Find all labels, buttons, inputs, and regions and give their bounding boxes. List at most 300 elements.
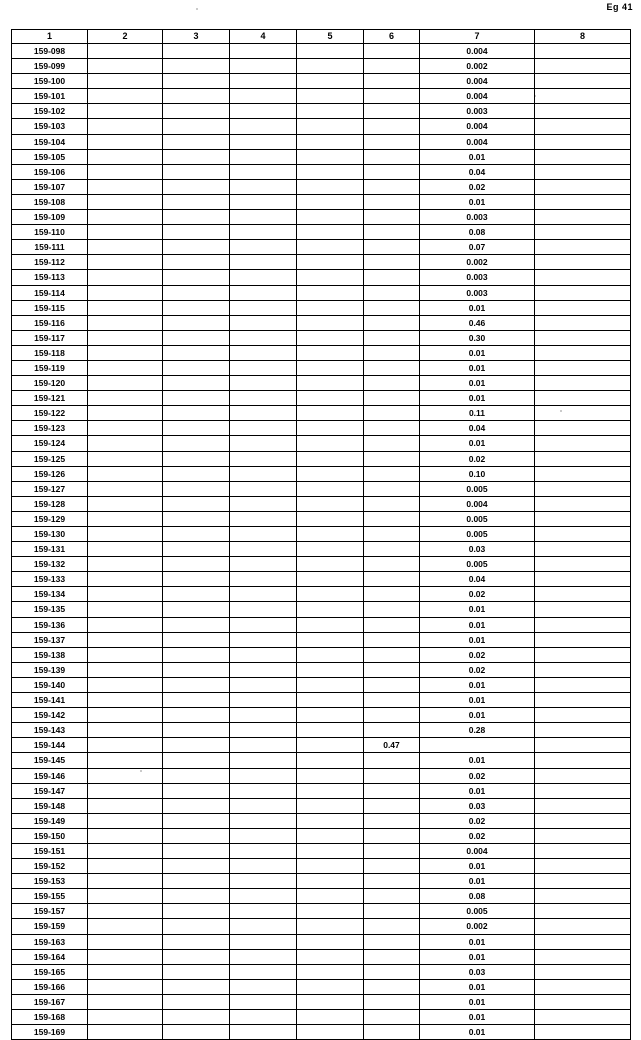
table-row <box>12 44 631 59</box>
cell-col2 <box>88 149 163 164</box>
cell-col2 <box>88 677 163 692</box>
cell-col6 <box>364 647 420 662</box>
scan-speck <box>196 8 198 10</box>
cell-col5 <box>297 511 364 526</box>
cell-compound-id: 159-121 <box>12 391 88 406</box>
cell-col6 <box>364 708 420 723</box>
cell-col3 <box>163 164 230 179</box>
cell-col6 <box>364 919 420 934</box>
cell-col2 <box>88 602 163 617</box>
cell-col7: 0.01 <box>420 1010 535 1025</box>
table-row <box>12 179 631 194</box>
cell-compound-id: 159-159 <box>12 919 88 934</box>
cell-col4 <box>230 542 297 557</box>
table-row <box>12 964 631 979</box>
cell-col7: 0.004 <box>420 496 535 511</box>
cell-col3 <box>163 59 230 74</box>
table-row <box>12 149 631 164</box>
cell-col2 <box>88 904 163 919</box>
cell-col7: 0.01 <box>420 149 535 164</box>
table-row <box>12 225 631 240</box>
cell-col4 <box>230 179 297 194</box>
cell-compound-id: 159-141 <box>12 693 88 708</box>
cell-col5 <box>297 1025 364 1040</box>
cell-col5 <box>297 104 364 119</box>
cell-compound-id: 159-112 <box>12 255 88 270</box>
cell-col8 <box>535 798 631 813</box>
cell-col2 <box>88 104 163 119</box>
cell-col4 <box>230 496 297 511</box>
cell-col2 <box>88 481 163 496</box>
cell-compound-id: 159-150 <box>12 828 88 843</box>
cell-col4 <box>230 843 297 858</box>
cell-col5 <box>297 466 364 481</box>
table-row <box>12 904 631 919</box>
cell-col6 <box>364 240 420 255</box>
cell-col7: 0.01 <box>420 360 535 375</box>
cell-col2 <box>88 376 163 391</box>
cell-col3 <box>163 859 230 874</box>
cell-col3 <box>163 225 230 240</box>
cell-col6 <box>364 874 420 889</box>
cell-col8 <box>535 662 631 677</box>
table-row <box>12 194 631 209</box>
cell-col5 <box>297 557 364 572</box>
table-row <box>12 255 631 270</box>
cell-col8 <box>535 979 631 994</box>
cell-col8 <box>535 738 631 753</box>
table-row <box>12 783 631 798</box>
cell-col8 <box>535 587 631 602</box>
cell-compound-id: 159-119 <box>12 360 88 375</box>
cell-col8 <box>535 572 631 587</box>
table-row <box>12 708 631 723</box>
cell-compound-id: 159-105 <box>12 149 88 164</box>
cell-col7: 0.003 <box>420 285 535 300</box>
cell-compound-id: 159-167 <box>12 994 88 1009</box>
cell-compound-id: 159-108 <box>12 194 88 209</box>
cell-col8 <box>535 632 631 647</box>
cell-col7: 0.005 <box>420 904 535 919</box>
cell-col3 <box>163 889 230 904</box>
cell-col6 <box>364 119 420 134</box>
cell-col3 <box>163 481 230 496</box>
cell-compound-id: 159-114 <box>12 285 88 300</box>
cell-compound-id: 159-130 <box>12 527 88 542</box>
cell-col6 <box>364 889 420 904</box>
cell-compound-id: 159-136 <box>12 617 88 632</box>
cell-col8 <box>535 964 631 979</box>
cell-col3 <box>163 617 230 632</box>
cell-col7: 0.01 <box>420 859 535 874</box>
cell-col6 <box>364 89 420 104</box>
cell-col8 <box>535 436 631 451</box>
cell-col2 <box>88 255 163 270</box>
cell-col2 <box>88 511 163 526</box>
cell-col6 <box>364 451 420 466</box>
cell-col5 <box>297 194 364 209</box>
cell-col8 <box>535 225 631 240</box>
cell-col6 <box>364 179 420 194</box>
table-row <box>12 979 631 994</box>
cell-col5 <box>297 345 364 360</box>
cell-col6 <box>364 481 420 496</box>
cell-col4 <box>230 708 297 723</box>
cell-col3 <box>163 421 230 436</box>
table-row <box>12 270 631 285</box>
cell-col2 <box>88 889 163 904</box>
cell-col3 <box>163 315 230 330</box>
table-row <box>12 723 631 738</box>
cell-col2 <box>88 859 163 874</box>
cell-col3 <box>163 1025 230 1040</box>
cell-col8 <box>535 994 631 1009</box>
table-row <box>12 934 631 949</box>
cell-col5 <box>297 451 364 466</box>
cell-compound-id: 159-102 <box>12 104 88 119</box>
cell-compound-id: 159-124 <box>12 436 88 451</box>
cell-col6 <box>364 542 420 557</box>
cell-compound-id: 159-155 <box>12 889 88 904</box>
cell-col2 <box>88 194 163 209</box>
table-row <box>12 1010 631 1025</box>
cell-compound-id: 159-140 <box>12 677 88 692</box>
cell-col5 <box>297 632 364 647</box>
cell-col7: 0.11 <box>420 406 535 421</box>
table-row <box>12 527 631 542</box>
cell-col5 <box>297 1010 364 1025</box>
cell-col7: 0.02 <box>420 828 535 843</box>
table-row <box>12 285 631 300</box>
column-header-6: 6 <box>364 30 420 44</box>
cell-col2 <box>88 59 163 74</box>
cell-col6 <box>364 693 420 708</box>
cell-col6 <box>364 813 420 828</box>
cell-col8 <box>535 210 631 225</box>
cell-col8 <box>535 119 631 134</box>
page-header-label: Eg 41 <box>606 2 633 12</box>
cell-col3 <box>163 708 230 723</box>
cell-col7: 0.02 <box>420 662 535 677</box>
cell-col2 <box>88 74 163 89</box>
cell-col4 <box>230 919 297 934</box>
cell-col4 <box>230 783 297 798</box>
cell-col5 <box>297 813 364 828</box>
table-row <box>12 300 631 315</box>
cell-col7: 0.02 <box>420 451 535 466</box>
cell-col6 <box>364 828 420 843</box>
cell-col6 <box>364 1010 420 1025</box>
cell-col2 <box>88 632 163 647</box>
table-row <box>12 391 631 406</box>
cell-col3 <box>163 647 230 662</box>
cell-col3 <box>163 783 230 798</box>
data-table-container <box>11 29 630 1040</box>
cell-col8 <box>535 542 631 557</box>
cell-col6 <box>364 843 420 858</box>
cell-col7: 0.08 <box>420 889 535 904</box>
cell-col7: 0.003 <box>420 270 535 285</box>
cell-compound-id: 159-149 <box>12 813 88 828</box>
cell-col2 <box>88 44 163 59</box>
cell-col4 <box>230 134 297 149</box>
cell-col4 <box>230 979 297 994</box>
cell-col4 <box>230 753 297 768</box>
cell-col6 <box>364 527 420 542</box>
cell-col4 <box>230 662 297 677</box>
cell-col7: 0.004 <box>420 44 535 59</box>
cell-col3 <box>163 949 230 964</box>
cell-col8 <box>535 360 631 375</box>
table-row <box>12 406 631 421</box>
cell-col2 <box>88 843 163 858</box>
cell-col7: 0.002 <box>420 255 535 270</box>
cell-col4 <box>230 270 297 285</box>
cell-col2 <box>88 330 163 345</box>
cell-col8 <box>535 708 631 723</box>
cell-col4 <box>230 451 297 466</box>
cell-col5 <box>297 708 364 723</box>
cell-col7: 0.01 <box>420 949 535 964</box>
cell-col2 <box>88 587 163 602</box>
data-table <box>11 29 631 1040</box>
cell-compound-id: 159-131 <box>12 542 88 557</box>
cell-compound-id: 159-148 <box>12 798 88 813</box>
table-row <box>12 240 631 255</box>
cell-col5 <box>297 693 364 708</box>
cell-col4 <box>230 602 297 617</box>
cell-col2 <box>88 496 163 511</box>
cell-col4 <box>230 330 297 345</box>
cell-col7: 0.10 <box>420 466 535 481</box>
cell-col3 <box>163 345 230 360</box>
cell-col4 <box>230 164 297 179</box>
cell-col8 <box>535 496 631 511</box>
cell-col6 <box>364 1025 420 1040</box>
cell-compound-id: 159-134 <box>12 587 88 602</box>
cell-col4 <box>230 240 297 255</box>
cell-col8 <box>535 270 631 285</box>
cell-col7: 0.002 <box>420 919 535 934</box>
cell-col2 <box>88 828 163 843</box>
cell-compound-id: 159-126 <box>12 466 88 481</box>
cell-col6 <box>364 360 420 375</box>
table-row <box>12 753 631 768</box>
cell-col7: 0.03 <box>420 798 535 813</box>
cell-col5 <box>297 210 364 225</box>
cell-col8 <box>535 481 631 496</box>
cell-col8 <box>535 557 631 572</box>
cell-col4 <box>230 572 297 587</box>
cell-col2 <box>88 345 163 360</box>
cell-col6 <box>364 104 420 119</box>
table-row <box>12 330 631 345</box>
cell-col2 <box>88 436 163 451</box>
cell-col5 <box>297 904 364 919</box>
table-header-row <box>12 30 631 44</box>
cell-col4 <box>230 406 297 421</box>
cell-col2 <box>88 406 163 421</box>
cell-col5 <box>297 919 364 934</box>
cell-col2 <box>88 134 163 149</box>
cell-compound-id: 159-128 <box>12 496 88 511</box>
table-row <box>12 889 631 904</box>
cell-col5 <box>297 979 364 994</box>
cell-col5 <box>297 859 364 874</box>
cell-col5 <box>297 587 364 602</box>
cell-col8 <box>535 904 631 919</box>
cell-col5 <box>297 527 364 542</box>
cell-col5 <box>297 994 364 1009</box>
cell-compound-id: 159-152 <box>12 859 88 874</box>
cell-compound-id: 159-168 <box>12 1010 88 1025</box>
cell-compound-id: 159-125 <box>12 451 88 466</box>
cell-col5 <box>297 889 364 904</box>
cell-col6 <box>364 798 420 813</box>
cell-col7: 0.30 <box>420 330 535 345</box>
cell-col3 <box>163 436 230 451</box>
cell-col5 <box>297 270 364 285</box>
cell-col7: 0.004 <box>420 134 535 149</box>
cell-col7: 0.01 <box>420 979 535 994</box>
cell-col3 <box>163 934 230 949</box>
cell-col3 <box>163 572 230 587</box>
cell-col7: 0.04 <box>420 421 535 436</box>
cell-col2 <box>88 798 163 813</box>
cell-col5 <box>297 677 364 692</box>
cell-col4 <box>230 345 297 360</box>
cell-compound-id: 159-123 <box>12 421 88 436</box>
cell-col6 <box>364 602 420 617</box>
cell-col7: 0.004 <box>420 843 535 858</box>
cell-col2 <box>88 557 163 572</box>
cell-col8 <box>535 677 631 692</box>
cell-col2 <box>88 768 163 783</box>
cell-col5 <box>297 59 364 74</box>
cell-col4 <box>230 74 297 89</box>
cell-compound-id: 159-127 <box>12 481 88 496</box>
table-row <box>12 602 631 617</box>
table-body <box>12 44 631 1040</box>
cell-col5 <box>297 723 364 738</box>
table-row <box>12 59 631 74</box>
cell-compound-id: 159-135 <box>12 602 88 617</box>
cell-col8 <box>535 919 631 934</box>
cell-col3 <box>163 285 230 300</box>
table-row <box>12 315 631 330</box>
cell-col2 <box>88 934 163 949</box>
table-row <box>12 843 631 858</box>
cell-col6 <box>364 994 420 1009</box>
cell-compound-id: 159-132 <box>12 557 88 572</box>
cell-col7: 0.01 <box>420 1025 535 1040</box>
cell-col7: 0.02 <box>420 587 535 602</box>
table-row <box>12 632 631 647</box>
cell-col7: 0.02 <box>420 647 535 662</box>
cell-col6 <box>364 934 420 949</box>
cell-compound-id: 159-133 <box>12 572 88 587</box>
cell-col3 <box>163 451 230 466</box>
table-row <box>12 376 631 391</box>
cell-col5 <box>297 149 364 164</box>
cell-col7: 0.01 <box>420 753 535 768</box>
cell-col5 <box>297 360 364 375</box>
table-row <box>12 542 631 557</box>
cell-col5 <box>297 617 364 632</box>
cell-col6 <box>364 768 420 783</box>
cell-col6 <box>364 270 420 285</box>
table-row <box>12 119 631 134</box>
cell-compound-id: 159-142 <box>12 708 88 723</box>
cell-col2 <box>88 391 163 406</box>
cell-col2 <box>88 164 163 179</box>
cell-col8 <box>535 149 631 164</box>
cell-col2 <box>88 783 163 798</box>
cell-col2 <box>88 1025 163 1040</box>
cell-col3 <box>163 179 230 194</box>
cell-col3 <box>163 904 230 919</box>
cell-col2 <box>88 89 163 104</box>
table-row <box>12 496 631 511</box>
cell-col3 <box>163 89 230 104</box>
cell-col3 <box>163 813 230 828</box>
cell-col2 <box>88 813 163 828</box>
cell-col4 <box>230 798 297 813</box>
cell-col4 <box>230 587 297 602</box>
cell-col8 <box>535 315 631 330</box>
cell-col6 <box>364 345 420 360</box>
cell-col6 <box>364 587 420 602</box>
cell-col6 <box>364 164 420 179</box>
cell-col2 <box>88 225 163 240</box>
cell-col3 <box>163 194 230 209</box>
cell-col8 <box>535 89 631 104</box>
cell-col3 <box>163 511 230 526</box>
cell-col7: 0.01 <box>420 874 535 889</box>
table-row <box>12 74 631 89</box>
cell-col8 <box>535 602 631 617</box>
cell-col2 <box>88 753 163 768</box>
cell-col3 <box>163 360 230 375</box>
cell-col7: 0.005 <box>420 481 535 496</box>
cell-compound-id: 159-164 <box>12 949 88 964</box>
cell-col5 <box>297 119 364 134</box>
cell-col6 <box>364 59 420 74</box>
cell-col2 <box>88 179 163 194</box>
cell-col3 <box>163 406 230 421</box>
cell-col4 <box>230 617 297 632</box>
cell-col8 <box>535 59 631 74</box>
table-row <box>12 662 631 677</box>
cell-col6 <box>364 74 420 89</box>
cell-col5 <box>297 964 364 979</box>
cell-col4 <box>230 647 297 662</box>
cell-col6 <box>364 723 420 738</box>
cell-col6 <box>364 255 420 270</box>
cell-col6 <box>364 949 420 964</box>
table-row <box>12 557 631 572</box>
cell-col8 <box>535 511 631 526</box>
cell-col6 <box>364 466 420 481</box>
cell-compound-id: 159-145 <box>12 753 88 768</box>
cell-col3 <box>163 632 230 647</box>
cell-col2 <box>88 572 163 587</box>
cell-col8 <box>535 813 631 828</box>
cell-col2 <box>88 315 163 330</box>
cell-col8 <box>535 753 631 768</box>
cell-col4 <box>230 828 297 843</box>
cell-col8 <box>535 164 631 179</box>
